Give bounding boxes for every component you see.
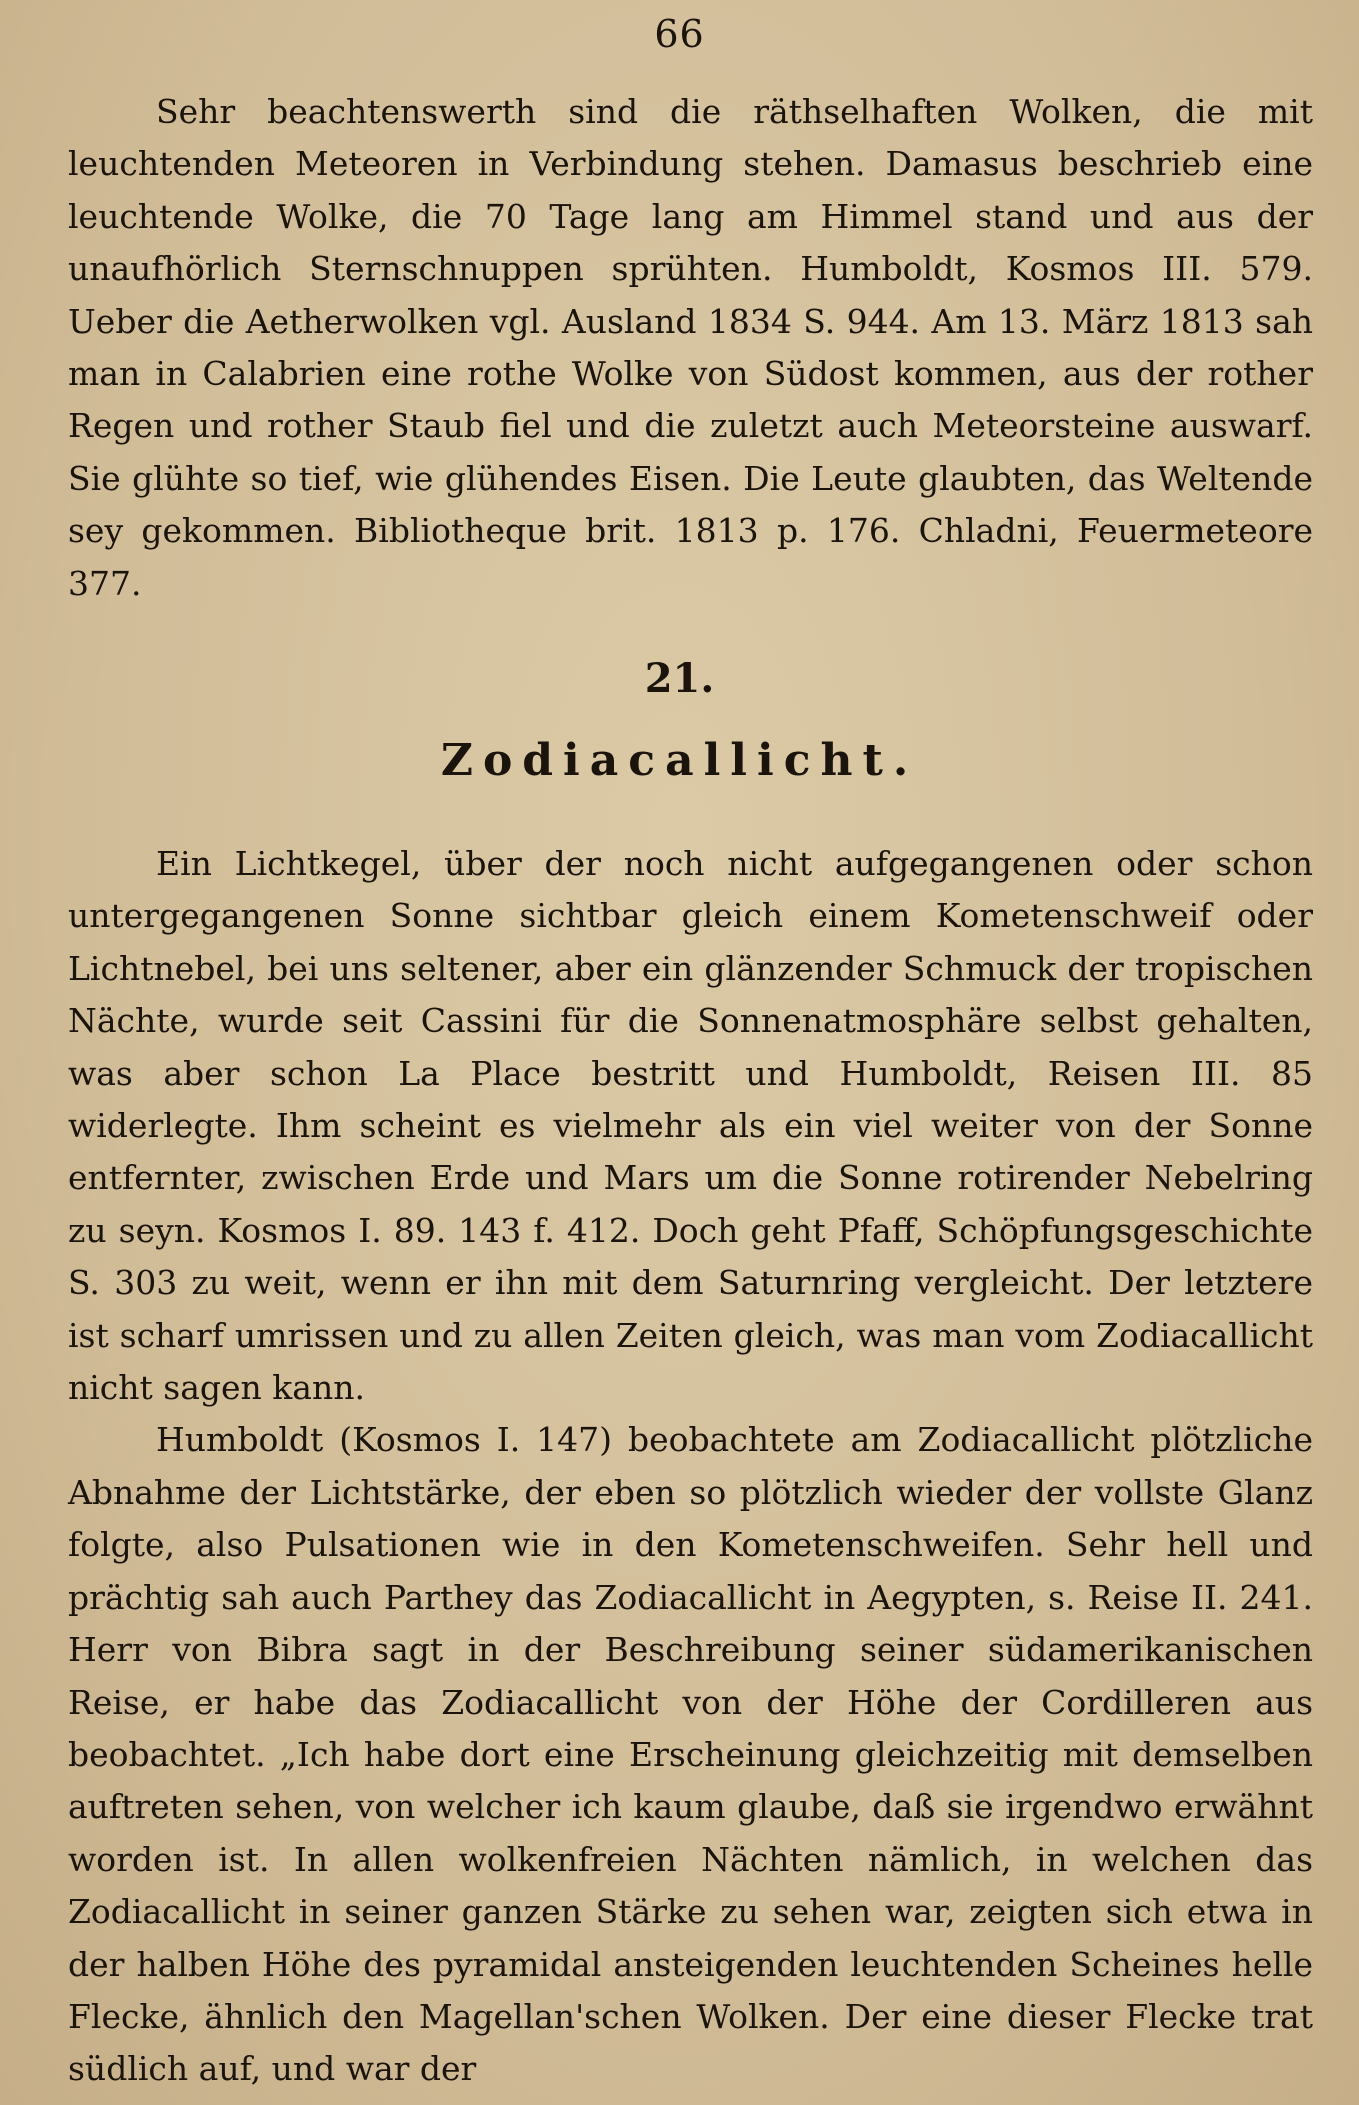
paragraph-meteor-clouds xyxy=(68,86,1313,610)
paragraph-text: Humboldt (Kosmos I. 147) beobachtete am Zodiacallicht plötzliche Abnahme der Lichtstärke, der eben so plötzlich wieder der vollste Glanz folgte, also Pulsationen wie in den Kometenschweifen. Sehr hell und prächtig sah auch Parthey das Zodiacallicht in Aegypten, s. Reise II. 241. Herr von Bibra sagt in der Beschreibung seiner südamerikanischen Reise, er habe das Zodiacallicht von der Höhe der Cordilleren aus beobachtet. „Ich habe dort eine Erscheinung gleichzeitig mit demselben auftreten sehen, von welcher ich kaum glaube, daß sie irgendwo erwähnt worden ist. In allen wolkenfreien Nächten nämlich, in welchen das Zodiacallicht in seiner ganzen Stärke zu sehen war, zeigten sich etwa in der halben Höhe des pyramidal ansteigenden leuchtenden Scheines helle Flecke, ähnlich den Magellan'schen Wolken. Der eine dieser Flecke trat südlich auf, und war der xyxy=(68,1420,1313,2089)
section-body xyxy=(68,838,1313,2096)
section-title: Zodiacallicht. xyxy=(440,735,919,786)
paragraph-text: Ein Lichtkegel, über der noch nicht aufgegangenen oder schon untergegangenen Sonne sichtbar gleich einem Kometenschweif oder Lichtnebel, bei uns seltener, aber ein glänzender Schmuck der tropischen Nächte, wurde seit Cassini für die Sonnenatmosphäre selbst gehalten, was aber schon La Place bestritt und Humboldt, Reisen III. 85 widerlegte. Ihm scheint es vielmehr als ein viel weiter von der Sonne entfernter, zwischen Erde und Mars um die Sonne rotirender Nebelring zu seyn. Kosmos I. 89. 143 f. 412. Doch geht Pfaff, Schöpfungsgeschichte S. 303 zu weit, wenn er ihn mit dem Saturnring vergleicht. Der letztere ist scharf umrissen und zu allen Zeiten gleich, was man vom Zodiacallicht nicht sagen kann. xyxy=(68,844,1313,1408)
page-number: 66 xyxy=(654,12,705,56)
section-number: 21. xyxy=(644,655,715,702)
paragraph-text: Sehr beachtenswerth sind die räthselhaften Wolken, die mit leuchtenden Meteoren in Verbindung stehen. Damasus beschrieb eine leuchtende Wolke, die 70 Tage lang am Himmel stand und aus der unaufhörlich Sternschnuppen sprühten. Humboldt, Kosmos III. 579. Ueber die Aetherwolken vgl. Ausland 1834 S. 944. Am 13. März 1813 sah man in Calabrien eine rothe Wolke von Südost kommen, aus der rother Regen und rother Staub fiel und die zuletzt auch Meteorsteine auswarf. Sie glühte so tief, wie glühendes Eisen. Die Leute glaubten, das Weltende sey gekommen. Bibliotheque brit. 1813 p. 176. Chladni, Feuermeteore 377. xyxy=(68,92,1313,603)
